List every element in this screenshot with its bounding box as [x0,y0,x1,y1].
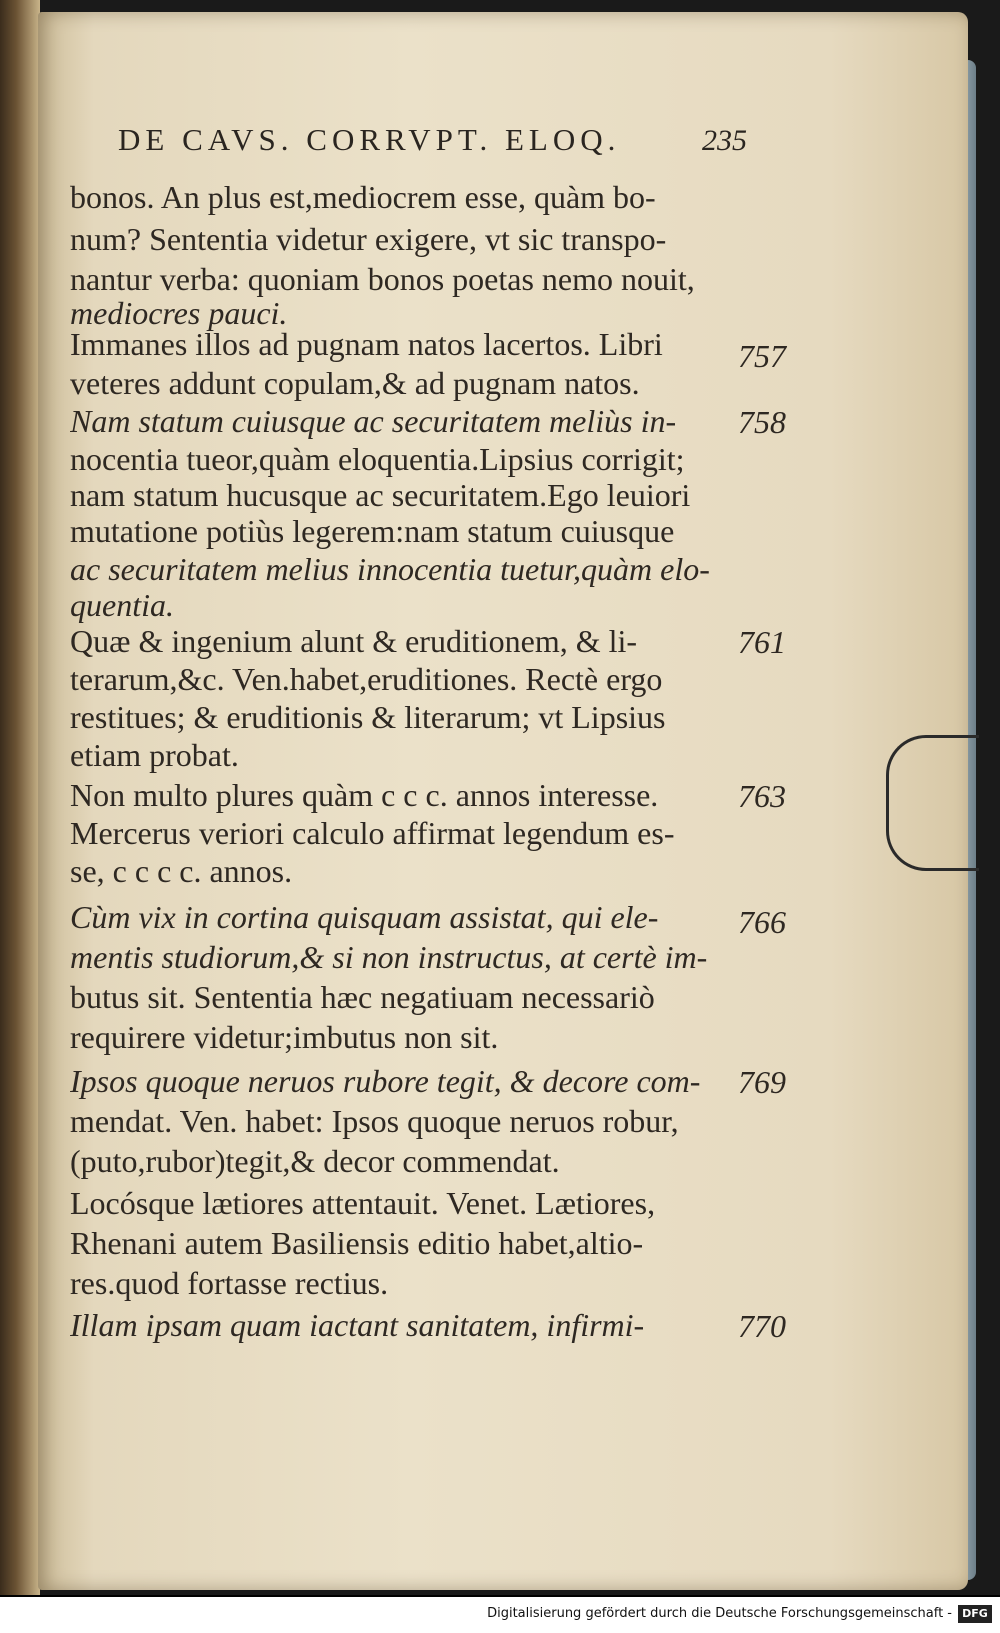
text-line: Nam statum cuiusque ac securitatem meliùs in- [70,403,677,439]
text-line: Cùm vix in cortina quisquam assistat, qui ele- [70,899,659,935]
text-line: num? Sententia videtur exigere, vt sic transpo- [70,221,667,257]
text-line: mendat. Ven. habet: Ipsos quoque neruos robur, [70,1103,679,1139]
margin-note: 758 [738,404,786,440]
text-line: (puto,rubor)tegit,& decor commendat. [70,1143,560,1179]
margin-note: 770 [738,1308,786,1344]
text-line: mutatione potiùs legerem:nam statum cuiusque [70,513,675,549]
text-line: restitues; & eruditionis & literarum; vt Lipsius [70,699,666,735]
text-line: veteres addunt copulam,& ad pugnam natos. [70,365,640,401]
text-line: terarum,&c. Ven.habet,eruditiones. Rectè ergo [70,661,663,697]
running-head: DE CAVS. CORRVPT. ELOQ. [118,122,621,157]
funding-credit: Digitalisierung gefördert durch die Deutsche Forschungsgemeinschaft - [487,1606,952,1621]
page-clip [886,735,979,871]
text-line: mediocres pauci. [70,295,288,331]
text-line: Immanes illos ad pugnam natos lacertos. Libri [70,326,663,362]
text-line: res.quod fortasse rectius. [70,1265,389,1301]
margin-note: 766 [738,904,786,940]
text-line: Non multo plures quàm c c c. annos interesse. [70,777,659,813]
text-line: Locósque lætiores attentauit. Venet. Lætiores, [70,1185,656,1221]
page-number: 235 [702,124,747,157]
text-line: Rhenani autem Basiliensis editio habet,altio- [70,1225,644,1261]
book-spine-edge [0,0,40,1595]
text-line: Ipsos quoque neruos rubore tegit, & decore com- [70,1063,701,1099]
text-line: butus sit. Sententia hæc negatiuam necessariò [70,979,655,1015]
text-line: nocentia tueor,quàm eloquentia.Lipsius corrigit; [70,441,685,477]
text-line: ac securitatem melius innocentia tuetur,quàm elo- [70,551,710,587]
text-line: requirere videtur;imbutus non sit. [70,1019,499,1055]
text-line: Mercerus veriori calculo affirmat legendum es- [70,815,675,851]
text-line: Illam ipsam quam iactant sanitatem, infirmi- [70,1307,645,1343]
text-line: mentis studiorum,& si non instructus, at certè im- [70,939,708,975]
dfg-logo: DFG [958,1605,992,1623]
text-line: nam statum hucusque ac securitatem.Ego leuiori [70,477,691,513]
text-line: etiam probat. [70,737,239,773]
margin-note: 769 [738,1064,786,1100]
text-line: se, c c c c. annos. [70,853,293,889]
margin-note: 761 [738,624,786,660]
text-line: nantur verba: quoniam bonos poetas nemo nouit, [70,261,695,297]
margin-note: 763 [738,778,786,814]
text-line: quentia. [70,587,174,623]
footer-bar [0,1597,1000,1633]
text-line: bonos. An plus est,mediocrem esse, quàm bo- [70,179,656,215]
text-line: Quæ & ingenium alunt & eruditionem, & li- [70,623,638,659]
margin-note: 757 [738,338,786,374]
